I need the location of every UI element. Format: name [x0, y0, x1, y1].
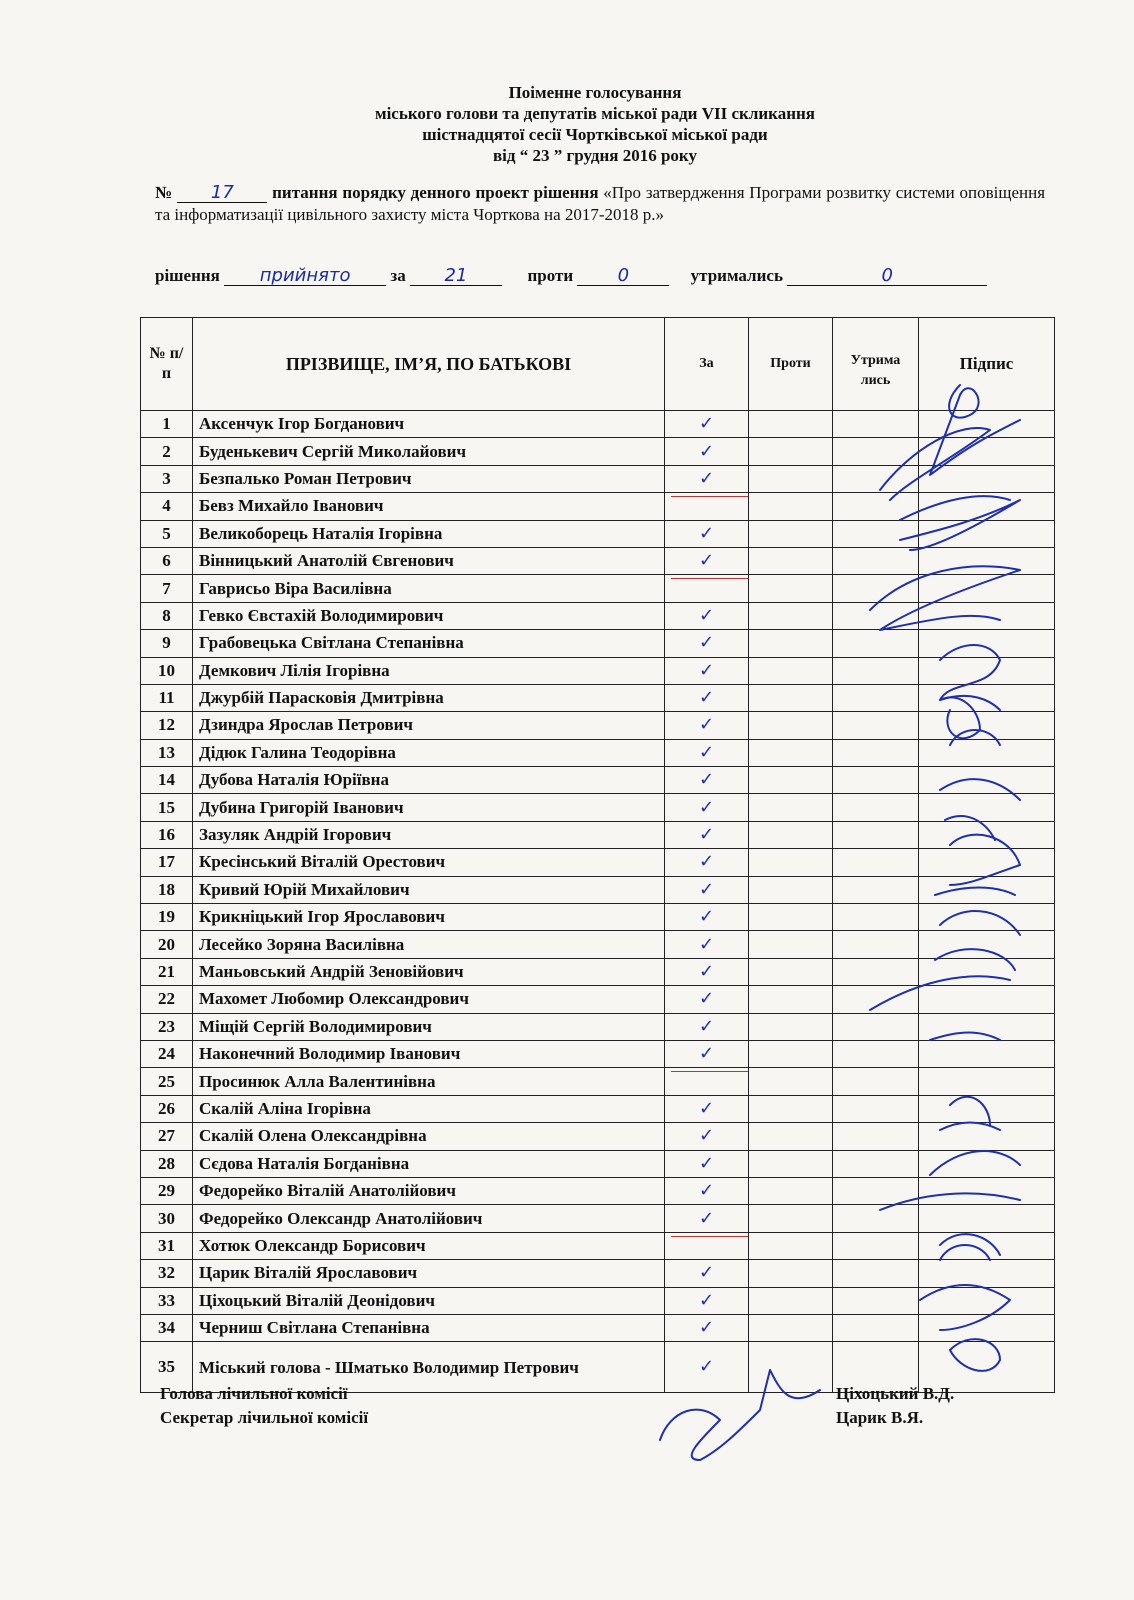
deputy-name: Аксенчук Ігор Богданович: [193, 411, 665, 438]
vote-against-cell: [749, 767, 833, 794]
decision-line: [155, 266, 1045, 286]
vote-abstain-cell: [833, 712, 919, 739]
row-number: 18: [141, 876, 193, 903]
table-row: [141, 1150, 1055, 1177]
vote-for-cell: [665, 493, 749, 520]
vote-for-cell: ✓: [665, 712, 749, 739]
deputy-name: Безпалько Роман Петрович: [193, 465, 665, 492]
vote-abstain-cell: [833, 1150, 919, 1177]
vote-against-cell: [749, 1095, 833, 1122]
table-row: [141, 794, 1055, 821]
vote-for-cell: [665, 1232, 749, 1259]
vote-against-cell: [749, 684, 833, 711]
table-row: [141, 520, 1055, 547]
vote-abstain-cell: [833, 1287, 919, 1314]
vote-abstain-cell: [833, 1314, 919, 1341]
vote-against-cell: [749, 849, 833, 876]
vote-against-cell: [749, 1205, 833, 1232]
row-number: 1: [141, 411, 193, 438]
table-row: [141, 931, 1055, 958]
deputy-name: Наконечний Володимир Іванович: [193, 1040, 665, 1067]
vote-for-cell: [665, 1068, 749, 1095]
vote-for-cell: ✓: [665, 1123, 749, 1150]
signature-cell: [919, 1177, 1055, 1204]
agenda-question: [155, 182, 1045, 226]
for-count-handwritten: 21: [410, 267, 502, 286]
row-number: 16: [141, 821, 193, 848]
table-row: [141, 849, 1055, 876]
deputy-name: Гаврисьо Віра Василівна: [193, 575, 665, 602]
deputy-name: Дзиндра Ярослав Петрович: [193, 712, 665, 739]
abstain-count-handwritten: 0: [787, 267, 987, 286]
signature-cell: [919, 493, 1055, 520]
row-number: 12: [141, 712, 193, 739]
vote-abstain-cell: [833, 821, 919, 848]
table-row: [141, 712, 1055, 739]
vote-for-cell: ✓: [665, 438, 749, 465]
vote-abstain-cell: [833, 602, 919, 629]
vote-against-cell: [749, 1260, 833, 1287]
signature-cell: [919, 958, 1055, 985]
vote-against-cell: [749, 1177, 833, 1204]
vote-against-cell: [749, 986, 833, 1013]
vote-for-cell: ✓: [665, 1013, 749, 1040]
vote-for-cell: ✓: [665, 1260, 749, 1287]
row-number: 35: [141, 1342, 193, 1393]
vote-abstain-cell: [833, 1260, 919, 1287]
table-row: [141, 1095, 1055, 1122]
deputy-name: Просинюк Алла Валентинівна: [193, 1068, 665, 1095]
commission-labels: [160, 1382, 368, 1430]
vote-against-cell: [749, 575, 833, 602]
vote-against-cell: [749, 794, 833, 821]
deputy-name: Махомет Любомир Олександрович: [193, 986, 665, 1013]
vote-for-cell: ✓: [665, 1177, 749, 1204]
vote-abstain-cell: [833, 657, 919, 684]
row-number: 4: [141, 493, 193, 520]
vote-abstain-cell: [833, 1040, 919, 1067]
vote-for-cell: ✓: [665, 767, 749, 794]
signature-cell: [919, 1095, 1055, 1122]
deputy-name: Буденькевич Сергій Миколайович: [193, 438, 665, 465]
signature-cell: [919, 1205, 1055, 1232]
table-row: [141, 1068, 1055, 1095]
vote-against-cell: [749, 493, 833, 520]
vote-for-cell: ✓: [665, 657, 749, 684]
votes-table: [140, 317, 1055, 1393]
vote-against-cell: [749, 630, 833, 657]
row-number: 31: [141, 1232, 193, 1259]
vote-abstain-cell: [833, 849, 919, 876]
vote-against-cell: [749, 411, 833, 438]
table-row: [141, 1205, 1055, 1232]
vote-against-cell: [749, 931, 833, 958]
row-number: 6: [141, 547, 193, 574]
table-row: [141, 767, 1055, 794]
deputy-name: Хотюк Олександр Борисович: [193, 1232, 665, 1259]
vote-abstain-cell: [833, 739, 919, 766]
table-row: [141, 1232, 1055, 1259]
vote-abstain-cell: [833, 465, 919, 492]
table-row: [141, 876, 1055, 903]
vote-abstain-cell: [833, 520, 919, 547]
signature-cell: [919, 1040, 1055, 1067]
against-count-handwritten: 0: [577, 267, 669, 286]
commission-names: [836, 1382, 954, 1430]
deputy-name: Великоборець Наталія Ігорівна: [193, 520, 665, 547]
vote-against-cell: [749, 465, 833, 492]
vote-for-cell: ✓: [665, 931, 749, 958]
table-row: [141, 1260, 1055, 1287]
question-number-handwritten: 17: [177, 184, 267, 203]
document-heading: [140, 82, 1050, 166]
vote-abstain-cell: [833, 794, 919, 821]
header-number: № п/п: [141, 318, 193, 411]
signature-cell: [919, 904, 1055, 931]
row-number: 8: [141, 602, 193, 629]
row-number: 28: [141, 1150, 193, 1177]
row-number: 33: [141, 1287, 193, 1314]
vote-for-cell: ✓: [665, 1040, 749, 1067]
for-label: за: [390, 266, 406, 285]
row-number: 21: [141, 958, 193, 985]
header-abstain: Утрима лись: [833, 318, 919, 411]
row-number: 24: [141, 1040, 193, 1067]
deputy-name: Дубина Григорій Іванович: [193, 794, 665, 821]
table-row: [141, 684, 1055, 711]
signature-cell: [919, 547, 1055, 574]
header-signature: Підпис: [919, 318, 1055, 411]
signature-cell: [919, 1232, 1055, 1259]
decision-label: рішення: [155, 266, 220, 285]
deputy-name: Сєдова Наталія Богданівна: [193, 1150, 665, 1177]
table-row: [141, 438, 1055, 465]
vote-against-cell: [749, 904, 833, 931]
deputy-name: Гевко Євстахій Володимирович: [193, 602, 665, 629]
vote-for-cell: ✓: [665, 520, 749, 547]
signature-cell: [919, 767, 1055, 794]
vote-against-cell: [749, 657, 833, 684]
vote-against-cell: [749, 547, 833, 574]
table-row: [141, 547, 1055, 574]
table-row: [141, 986, 1055, 1013]
signature-cell: [919, 630, 1055, 657]
vote-for-cell: ✓: [665, 739, 749, 766]
table-row: [141, 1177, 1055, 1204]
vote-against-cell: [749, 602, 833, 629]
vote-for-cell: ✓: [665, 849, 749, 876]
vote-for-cell: ✓: [665, 465, 749, 492]
row-number: 7: [141, 575, 193, 602]
vote-for-cell: ✓: [665, 986, 749, 1013]
heading-title: Поіменне голосування: [508, 83, 682, 102]
row-number: 22: [141, 986, 193, 1013]
deputy-name: Федорейко Віталій Анатолійович: [193, 1177, 665, 1204]
vote-abstain-cell: [833, 876, 919, 903]
deputy-name: Царик Віталій Ярославович: [193, 1260, 665, 1287]
vote-abstain-cell: [833, 575, 919, 602]
vote-for-cell: ✓: [665, 1150, 749, 1177]
vote-against-cell: [749, 1068, 833, 1095]
signature-cell: [919, 438, 1055, 465]
vote-against-cell: [749, 1232, 833, 1259]
vote-for-cell: ✓: [665, 958, 749, 985]
deputy-name: Крикніцький Ігор Ярославович: [193, 904, 665, 931]
table-row: [141, 411, 1055, 438]
signature-cell: [919, 794, 1055, 821]
row-number: 17: [141, 849, 193, 876]
vote-abstain-cell: [833, 1068, 919, 1095]
deputy-name: Міщій Сергій Володимирович: [193, 1013, 665, 1040]
row-number: 30: [141, 1205, 193, 1232]
deputy-name: Дідюк Галина Теодорівна: [193, 739, 665, 766]
decision-result-handwritten: прийнято: [224, 267, 386, 286]
signature-cell: [919, 1287, 1055, 1314]
vote-abstain-cell: [833, 1205, 919, 1232]
table-row: [141, 1013, 1055, 1040]
row-number: 10: [141, 657, 193, 684]
heading-date: від “ 23 ” грудня 2016 року: [493, 146, 697, 165]
vote-abstain-cell: [833, 1177, 919, 1204]
header-for: За: [665, 318, 749, 411]
secretary-name: Царик В.Я.: [836, 1408, 924, 1427]
deputy-name: Джурбій Парасковія Дмитрівна: [193, 684, 665, 711]
table-row: [141, 602, 1055, 629]
deputy-name: Демкович Лілія Ігорівна: [193, 657, 665, 684]
signature-cell: [919, 465, 1055, 492]
row-number: 19: [141, 904, 193, 931]
table-row: [141, 1287, 1055, 1314]
vote-for-cell: ✓: [665, 821, 749, 848]
row-number: 20: [141, 931, 193, 958]
vote-against-cell: [749, 1150, 833, 1177]
signature-cell: [919, 1013, 1055, 1040]
row-number: 29: [141, 1177, 193, 1204]
signature-cell: [919, 821, 1055, 848]
vote-for-cell: ✓: [665, 794, 749, 821]
table-row: [141, 630, 1055, 657]
table-row: [141, 958, 1055, 985]
vote-against-cell: [749, 1342, 833, 1393]
table-row: [141, 575, 1055, 602]
vote-abstain-cell: [833, 931, 919, 958]
signature-cell: [919, 1150, 1055, 1177]
row-number: 23: [141, 1013, 193, 1040]
chair-name: Ціхоцький В.Д.: [836, 1384, 955, 1403]
votes-table-body: [141, 411, 1055, 1393]
signature-cell: [919, 1123, 1055, 1150]
table-row: [141, 904, 1055, 931]
signature-cell: [919, 1260, 1055, 1287]
vote-against-cell: [749, 821, 833, 848]
deputy-name: Кресінський Віталій Орестович: [193, 849, 665, 876]
vote-abstain-cell: [833, 767, 919, 794]
header-against: Проти: [749, 318, 833, 411]
vote-against-cell: [749, 1040, 833, 1067]
vote-against-cell: [749, 1287, 833, 1314]
vote-abstain-cell: [833, 958, 919, 985]
table-row: [141, 739, 1055, 766]
vote-against-cell: [749, 739, 833, 766]
vote-abstain-cell: [833, 1095, 919, 1122]
deputy-name: Зазуляк Андрій Ігорович: [193, 821, 665, 848]
row-number: 3: [141, 465, 193, 492]
vote-against-cell: [749, 712, 833, 739]
vote-abstain-cell: [833, 438, 919, 465]
vote-abstain-cell: [833, 1123, 919, 1150]
vote-against-cell: [749, 876, 833, 903]
row-number: 34: [141, 1314, 193, 1341]
deputy-name: Черниш Світлана Степанівна: [193, 1314, 665, 1341]
vote-abstain-cell: [833, 1013, 919, 1040]
table-header-row: [141, 318, 1055, 411]
vote-for-cell: ✓: [665, 1095, 749, 1122]
vote-for-cell: ✓: [665, 684, 749, 711]
signature-cell: [919, 876, 1055, 903]
heading-line-2: міського голови та депутатів міської ради VII скликання: [375, 104, 815, 123]
signature-cell: [919, 657, 1055, 684]
vote-for-cell: ✓: [665, 411, 749, 438]
signature-cell: [919, 684, 1055, 711]
vote-against-cell: [749, 958, 833, 985]
row-number: 5: [141, 520, 193, 547]
row-number: 2: [141, 438, 193, 465]
signature-cell: [919, 602, 1055, 629]
signature-cell: [919, 1314, 1055, 1341]
vote-for-cell: ✓: [665, 876, 749, 903]
signature-cell: [919, 575, 1055, 602]
vote-for-cell: ✓: [665, 1287, 749, 1314]
deputy-name: Лесейко Зоряна Василівна: [193, 931, 665, 958]
row-number: 32: [141, 1260, 193, 1287]
vote-for-cell: ✓: [665, 630, 749, 657]
vote-for-cell: ✓: [665, 547, 749, 574]
row-number: 13: [141, 739, 193, 766]
vote-abstain-cell: [833, 684, 919, 711]
signature-cell: [919, 1068, 1055, 1095]
signature-cell: [919, 986, 1055, 1013]
vote-abstain-cell: [833, 1232, 919, 1259]
table-row: [141, 1314, 1055, 1341]
vote-for-cell: ✓: [665, 1342, 749, 1393]
vote-abstain-cell: [833, 411, 919, 438]
vote-against-cell: [749, 520, 833, 547]
vote-against-cell: [749, 1013, 833, 1040]
deputy-name: Бевз Михайло Іванович: [193, 493, 665, 520]
chair-label: Голова лічильної комісії: [160, 1384, 348, 1403]
question-bold-text: питання порядку денного проект рішення: [272, 183, 599, 202]
table-row: [141, 1123, 1055, 1150]
deputy-name: Вінницький Анатолій Євгенович: [193, 547, 665, 574]
signature-cell: [919, 411, 1055, 438]
signature-cell: [919, 849, 1055, 876]
heading-line-3: шістнадцятої сесії Чортківської міської ради: [422, 125, 768, 144]
table-row: [141, 493, 1055, 520]
secretary-label: Секретар лічильної комісії: [160, 1408, 369, 1427]
deputy-name: Дубова Наталія Юріївна: [193, 767, 665, 794]
deputy-name: Грабовецька Світлана Степанівна: [193, 630, 665, 657]
against-label: проти: [527, 266, 574, 285]
vote-abstain-cell: [833, 986, 919, 1013]
row-number: 26: [141, 1095, 193, 1122]
table-row: [141, 465, 1055, 492]
table-row: [141, 1040, 1055, 1067]
vote-for-cell: [665, 575, 749, 602]
vote-against-cell: [749, 1314, 833, 1341]
table-row: [141, 657, 1055, 684]
deputy-name: Маньовський Андрій Зеновійович: [193, 958, 665, 985]
vote-for-cell: ✓: [665, 602, 749, 629]
vote-abstain-cell: [833, 493, 919, 520]
vote-for-cell: ✓: [665, 1205, 749, 1232]
question-number-prefix: №: [155, 183, 173, 202]
deputy-name: Скалій Аліна Ігорівна: [193, 1095, 665, 1122]
signature-cell: [919, 739, 1055, 766]
row-number: 27: [141, 1123, 193, 1150]
vote-against-cell: [749, 1123, 833, 1150]
signature-cell: [919, 931, 1055, 958]
deputy-name: Міський голова - Шматько Володимир Петрович: [193, 1342, 665, 1393]
vote-for-cell: ✓: [665, 1314, 749, 1341]
vote-abstain-cell: [833, 547, 919, 574]
deputy-name: Федорейко Олександр Анатолійович: [193, 1205, 665, 1232]
abstain-label: утримались: [690, 266, 783, 285]
row-number: 25: [141, 1068, 193, 1095]
signature-cell: [919, 712, 1055, 739]
row-number: 14: [141, 767, 193, 794]
question-text: «Про затвердження Програми розвитку системи оповіщення та інформатизації цивільного захисту міста Чорткова на 2017-2018 р.»: [155, 183, 1046, 224]
signature-cell: [919, 520, 1055, 547]
vote-abstain-cell: [833, 904, 919, 931]
row-number: 15: [141, 794, 193, 821]
vote-for-cell: ✓: [665, 904, 749, 931]
deputy-name: Кривий Юрій Михайлович: [193, 876, 665, 903]
deputy-name: Ціхоцький Віталій Деонідович: [193, 1287, 665, 1314]
vote-abstain-cell: [833, 630, 919, 657]
row-number: 9: [141, 630, 193, 657]
table-row: [141, 821, 1055, 848]
header-name: ПРІЗВИЩЕ, ІМ’Я, ПО БАТЬКОВІ: [193, 318, 665, 411]
row-number: 11: [141, 684, 193, 711]
deputy-name: Скалій Олена Олександрівна: [193, 1123, 665, 1150]
vote-against-cell: [749, 438, 833, 465]
